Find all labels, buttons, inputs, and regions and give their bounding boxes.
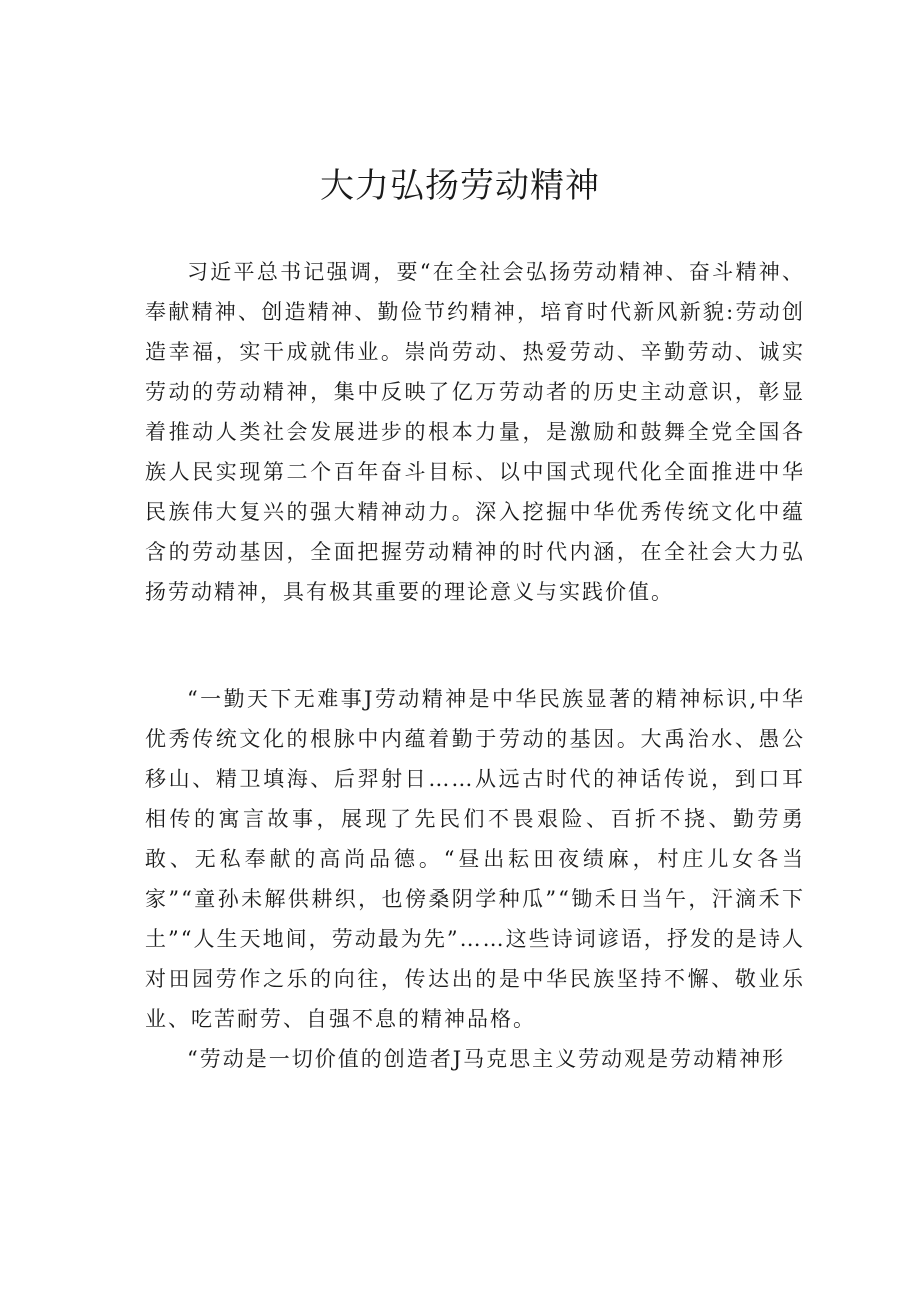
document-body — [145, 252, 805, 1079]
document-title: 大力弘扬劳动精神 — [320, 166, 600, 206]
paragraph-2: “一勤天下无难事J劳动精神是中华民族显著的精神标识,中华优秀传统文化的根脉中内蕴着勤于劳动的基因。大禹治水、愚公移山、精卫填海、后羿射日……从远古时代的神话传说，到口耳相传的寓言故事，展现了先民们不畏艰险、百折不挠、勤劳勇敢、无私奉献的高尚品德。“昼出耘田夜绩麻，村庄儿女各当家”“童孙未解供耕织，也傍桑阴学种瓜”“锄禾日当午，汗滴禾下土”“人生天地间，劳动最为先”……这些诗词谚语，抒发的是诗人对田园劳作之乐的向往，传达出的是中华民族坚持不懈、敬业乐业、吃苦耐劳、自强不息的精神品格。 — [145, 687, 805, 1031]
paragraph-1: 习近平总书记强调，要“在全社会弘扬劳动精神、奋斗精神、奉献精神、创造精神、勤俭节约精神，培育时代新风新貌:劳动创造幸福，实干成就伟业。崇尚劳动、热爱劳动、辛勤劳动、诚实劳动的劳动精神，集中反映了亿万劳动者的历史主动意识，彰显着推动人类社会发展进步的根本力量，是激励和鼓舞全党全国各族人民实现第二个百年奋斗目标、以中国式现代化全面推进中华民族伟大复兴的强大精神动力。深入挖掘中华优秀传统文化中蕴含的劳动基因，全面把握劳动精神的时代内涵，在全社会大力弘扬劳动精神，具有极其重要的理论意义与实践价值。 — [145, 260, 805, 604]
paragraph-3: “劳动是一切价值的创造者J马克思主义劳动观是劳动精神形 — [187, 1047, 786, 1071]
